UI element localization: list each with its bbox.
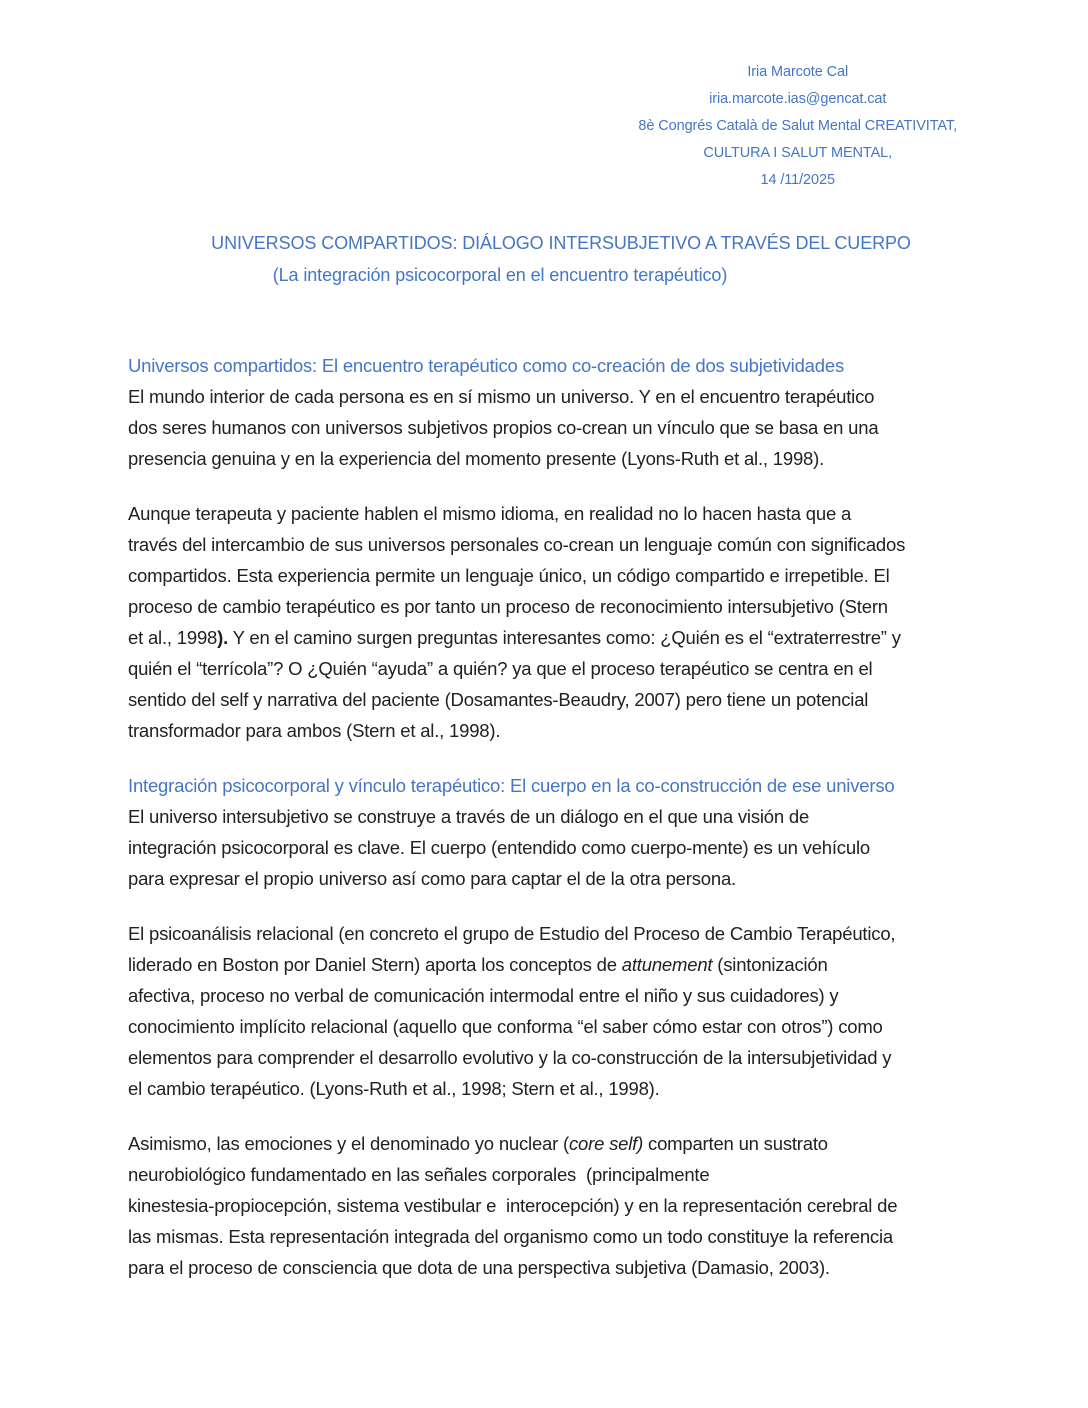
text-line <box>128 412 960 443</box>
text-line <box>128 622 960 653</box>
text-segment: liderado en Boston por Daniel Stern) aporta los conceptos de <box>128 954 622 975</box>
text-line <box>128 863 960 894</box>
text-segment: El mundo interior de cada persona es en sí mismo un universo. Y en el encuentro terapéutico <box>128 386 875 407</box>
text-segment: presencia genuina y en la experiencia del momento presente (Lyons-Ruth et al., 1998). <box>128 448 825 469</box>
text-line <box>128 381 960 412</box>
text-segment: neurobiológico fundamentado en las señales corporales (principalmente <box>128 1164 710 1185</box>
text-segment: Asimismo, las emociones y el denominado yo nuclear ( <box>128 1133 569 1154</box>
text-segment: El universo intersubjetivo se construye a través de un diálogo en el que una visión de <box>128 806 810 827</box>
text-line <box>128 832 960 863</box>
text-line <box>128 684 960 715</box>
text-segment: core self) <box>569 1133 644 1154</box>
section-heading: Integración psicocorporal y vínculo terapéutico: El cuerpo en la co-construcción de ese universo <box>128 775 895 796</box>
title-block <box>128 227 960 291</box>
paragraph <box>128 381 960 474</box>
contact-header-line: Iria Marcote Cal <box>747 64 849 80</box>
contact-header-line: iria.marcote.ias@gencat.cat <box>709 91 887 107</box>
text-segment: proceso de cambio terapéutico es por tanto un proceso de reconocimiento intersubjetivo (Stern <box>128 596 888 617</box>
text-line <box>128 1252 960 1283</box>
text-line <box>128 918 960 949</box>
text-line <box>128 1190 960 1221</box>
paragraph <box>128 918 960 1104</box>
text-segment: para el proceso de consciencia que dota de una perspectiva subjetiva (Damasio, 2003). <box>128 1257 830 1278</box>
paragraph <box>128 498 960 746</box>
text-segment: ). <box>217 627 229 648</box>
text-line <box>128 1042 960 1073</box>
section-heading: Universos compartidos: El encuentro terapéutico como co-creación de dos subjetividades <box>128 355 844 376</box>
paragraph <box>128 1128 960 1283</box>
text-line <box>128 801 960 832</box>
text-line <box>128 443 960 474</box>
text-line <box>128 1128 960 1159</box>
text-line <box>128 591 960 622</box>
text-segment: El psicoanálisis relacional (en concreto el grupo de Estudio del Proceso de Cambio Terapéutico, <box>128 923 896 944</box>
text-segment: través del intercambio de sus universos personales co-crean un lenguaje común con significados <box>128 534 906 555</box>
text-segment: Aunque terapeuta y paciente hablen el mismo idioma, en realidad no lo hacen hasta que a <box>128 503 852 524</box>
text-line <box>128 529 960 560</box>
text-segment: (sintonización <box>712 954 828 975</box>
text-segment: conocimiento implícito relacional (aquello que conforma “el saber cómo estar con otros”) como <box>128 1016 883 1037</box>
document-subtitle: (La integración psicocorporal en el encuentro terapéutico) <box>272 265 728 285</box>
text-line <box>128 653 960 684</box>
text-line <box>128 980 960 1011</box>
text-segment: transformador para ambos (Stern et al., 1998). <box>128 720 501 741</box>
text-segment: quién el “terrícola”? O ¿Quién “ayuda” a quién? ya que el proceso terapéutico se centra en el <box>128 658 873 679</box>
text-segment: sentido del self y narrativa del paciente (Dosamantes-Beaudry, 2007) pero tiene un potencial <box>128 689 869 710</box>
document-body <box>128 350 960 1307</box>
document-title: UNIVERSOS COMPARTIDOS: DIÁLOGO INTERSUBJETIVO A TRAVÉS DEL CUERPO <box>211 233 911 253</box>
text-segment: elementos para comprender el desarrollo evolutivo y la co-construcción de la intersubjetividad y <box>128 1047 892 1068</box>
text-line <box>128 1073 960 1104</box>
contact-header-line: 14 /11/2025 <box>760 172 835 188</box>
text-line <box>128 498 960 529</box>
text-segment: attunement <box>621 954 713 975</box>
text-segment: las mismas. Esta representación integrada del organismo como un todo constituye la referencia <box>128 1226 893 1247</box>
text-segment: kinestesia-propiocepción, sistema vestibular e interocepción) y en la representación cerebral de <box>128 1195 898 1216</box>
text-line <box>128 949 960 980</box>
text-line <box>128 715 960 746</box>
text-segment: afectiva, proceso no verbal de comunicación intermodal entre el niño y sus cuidadores) y <box>128 985 839 1006</box>
text-line <box>128 1221 960 1252</box>
text-line <box>128 1159 960 1190</box>
contact-header-line: CULTURA I SALUT MENTAL, <box>703 145 893 161</box>
contact-header-line: 8è Congrés Català de Salut Mental CREATIVITAT, <box>638 118 957 134</box>
text-segment: integración psicocorporal es clave. El cuerpo (entendido como cuerpo-mente) es un vehículo <box>128 837 870 858</box>
paragraph <box>128 801 960 894</box>
text-segment: compartidos. Esta experiencia permite un lenguaje único, un código compartido e irrepetible. El <box>128 565 890 586</box>
contact-header-block <box>638 59 957 194</box>
text-segment: dos seres humanos con universos subjetivos propios co-crean un vínculo que se basa en una <box>128 417 879 438</box>
text-segment: para expresar el propio universo así como para captar el de la otra persona. <box>128 868 736 889</box>
text-line <box>128 560 960 591</box>
text-segment: comparten un sustrato <box>643 1133 828 1154</box>
text-segment: el cambio terapéutico. (Lyons-Ruth et al., 1998; Stern et al., 1998). <box>128 1078 660 1099</box>
text-segment: Y en el camino surgen preguntas interesantes como: ¿Quién es el “extraterrestre” y <box>228 627 901 648</box>
text-segment: et al., 1998 <box>128 627 218 648</box>
text-line <box>128 1011 960 1042</box>
